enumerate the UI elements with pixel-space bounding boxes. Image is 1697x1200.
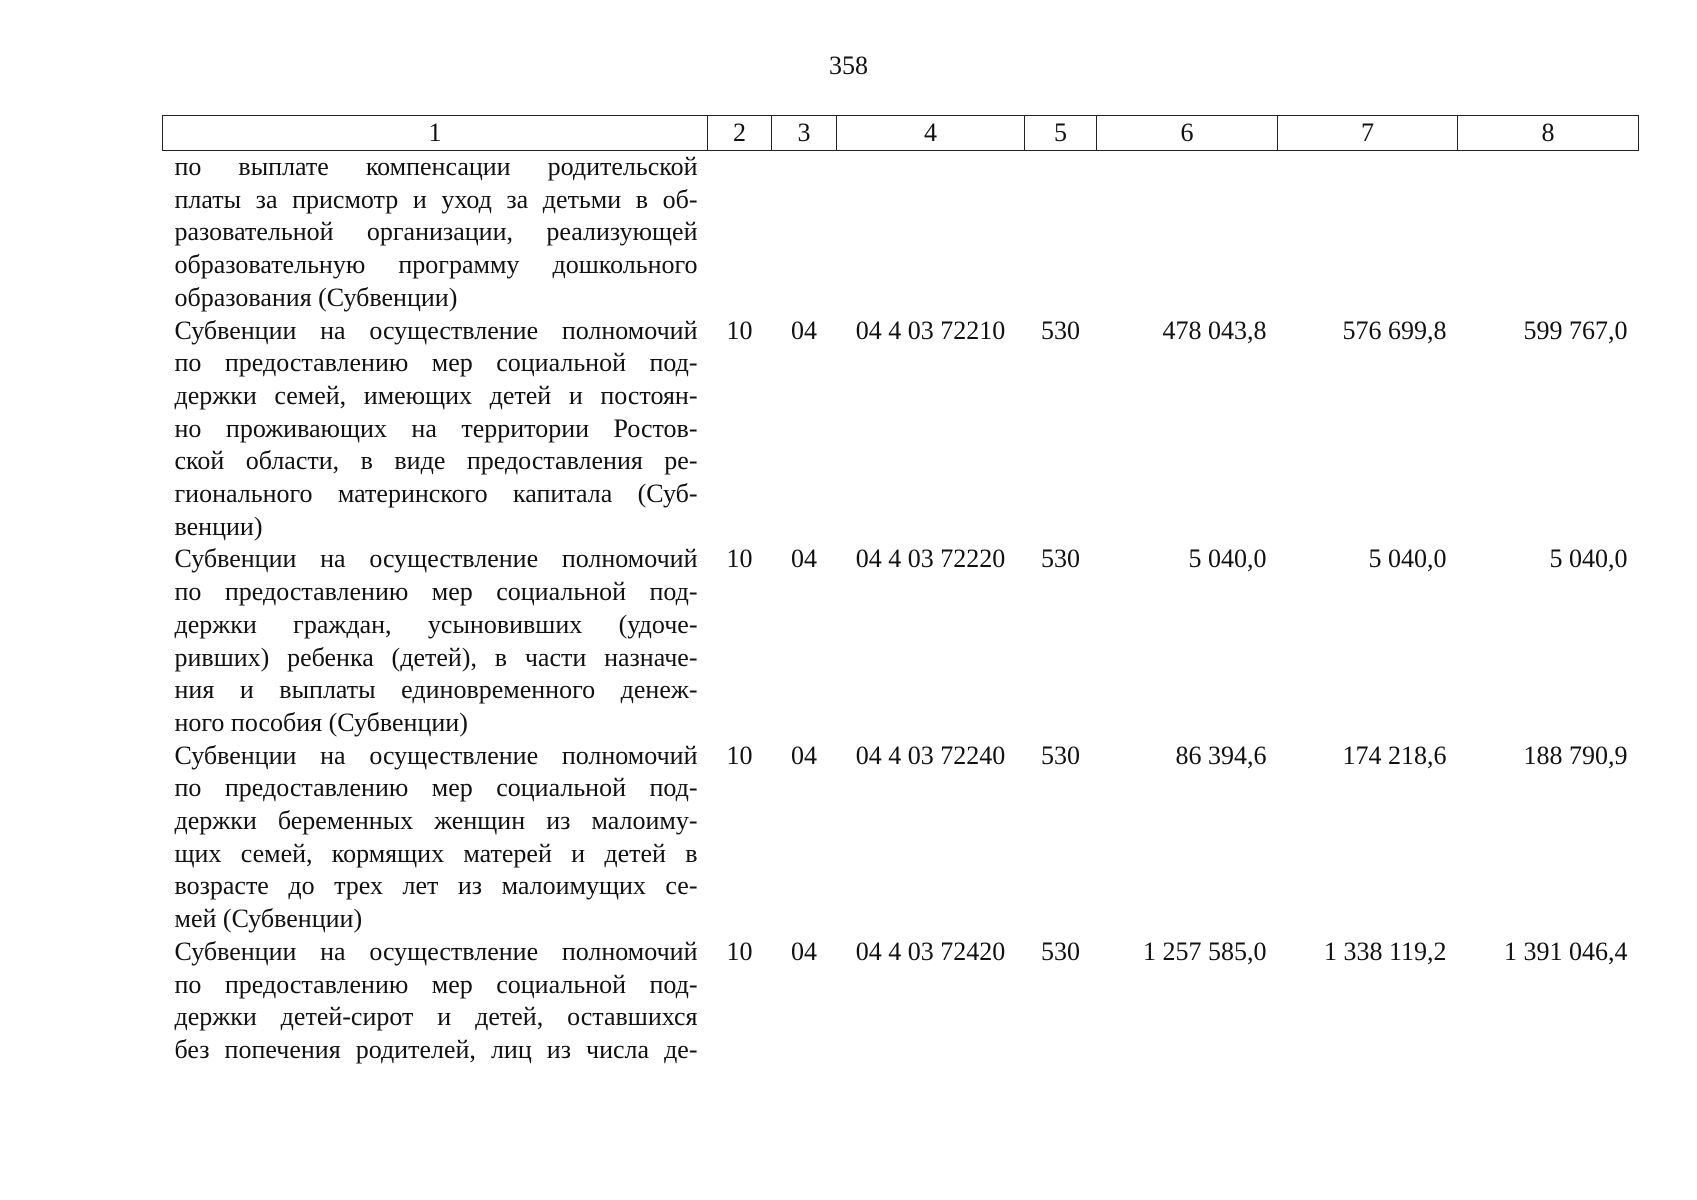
description-line: держки беременных женщин из малоиму- xyxy=(174,806,698,836)
subsection-code: 04 xyxy=(791,544,817,574)
description-line: Субвенции на осуществление полномочий xyxy=(174,936,698,966)
amount-col-6: 1 257 585,0 xyxy=(1143,936,1267,966)
amount-col-8: 5 040,0 xyxy=(1549,544,1628,574)
description-line: держки детей-сирот и детей, оставшихся xyxy=(174,1002,698,1032)
description-line: Субвенции на осуществление полномочий xyxy=(174,315,698,345)
column-header: 8 xyxy=(1458,116,1639,151)
column-header: 6 xyxy=(1097,116,1278,151)
row-description xyxy=(163,151,708,315)
expense-type-code xyxy=(1025,151,1097,315)
page-number: 358 xyxy=(829,51,868,80)
description-line: ного пособия (Субвенции) xyxy=(174,707,468,737)
column-header: 4 xyxy=(837,116,1025,151)
target-article-code: 04 4 03 72420 xyxy=(855,936,1006,966)
subsection-code: 04 xyxy=(791,315,817,345)
amount-col-7: 576 699,8 xyxy=(1342,315,1447,345)
description-line: держки граждан, усыновивших (удоче- xyxy=(174,609,698,639)
description-line: венции) xyxy=(174,511,263,541)
description-line: разовательной организации, реализующей xyxy=(174,217,698,247)
section-code: 10 xyxy=(726,315,753,345)
description-line: без попечения родителей, лиц из числа де- xyxy=(174,1034,698,1064)
table-row xyxy=(163,936,1639,1067)
target-article-code: 04 4 03 72220 xyxy=(855,544,1006,574)
description-line: платы за присмотр и уход за детьми в об- xyxy=(174,184,698,214)
table-row xyxy=(163,543,1639,739)
description-line: гионального материнского капитала (Суб- xyxy=(174,479,698,509)
subsection-code: 04 xyxy=(791,936,817,966)
description-line: держки семей, имеющих детей и постоян- xyxy=(174,380,698,410)
section-code xyxy=(708,151,772,315)
row-description xyxy=(163,543,708,739)
description-line: ской области, в виде предоставления ре- xyxy=(174,446,698,476)
header-row xyxy=(163,116,1639,151)
table-row xyxy=(163,740,1639,936)
target-article-code: 04 4 03 72240 xyxy=(855,740,1006,770)
description-line: по выплате компенсации родительской xyxy=(174,152,698,181)
section-code: 10 xyxy=(726,740,753,770)
amount-col-8: 188 790,9 xyxy=(1523,740,1628,770)
expense-type-code: 530 xyxy=(1041,740,1080,770)
description-line: щих семей, кормящих матерей и детей в xyxy=(174,838,698,868)
description-line: Субвенции на осуществление полномочий xyxy=(174,740,698,770)
amount-col-8: 1 391 046,4 xyxy=(1504,936,1628,966)
description-line: возрасте до трех лет из малоимущих се- xyxy=(174,871,698,901)
expense-type-code: 530 xyxy=(1041,544,1080,574)
column-header: 5 xyxy=(1025,116,1097,151)
row-description xyxy=(163,740,708,936)
expense-type-code: 530 xyxy=(1041,315,1080,345)
description-line: по предоставлению мер социальной под- xyxy=(174,969,698,999)
amount-col-6 xyxy=(1097,151,1278,315)
column-header: 1 xyxy=(163,116,708,151)
description-line: Субвенции на осуществление полномочий xyxy=(174,544,698,574)
amount-col-8 xyxy=(1458,151,1639,315)
target-article-code: 04 4 03 72210 xyxy=(855,315,1006,345)
description-line: образовательную программу дошкольного xyxy=(174,250,698,280)
description-line: по предоставлению мер социальной под- xyxy=(174,348,698,378)
description-line: мей (Субвенции) xyxy=(174,904,363,934)
amount-col-7: 174 218,6 xyxy=(1342,740,1447,770)
amount-col-8: 599 767,0 xyxy=(1523,315,1628,345)
table-row xyxy=(163,315,1639,544)
column-header: 2 xyxy=(708,116,772,151)
amount-col-6: 86 394,6 xyxy=(1175,740,1267,770)
amount-col-6: 5 040,0 xyxy=(1188,544,1267,574)
amount-col-7: 5 040,0 xyxy=(1368,544,1447,574)
expense-type-code: 530 xyxy=(1041,936,1080,966)
description-line: по предоставлению мер социальной под- xyxy=(174,773,698,803)
amount-col-7: 1 338 119,2 xyxy=(1323,936,1447,966)
subsection-code xyxy=(772,151,837,315)
amount-col-7 xyxy=(1278,151,1458,315)
column-header: 7 xyxy=(1278,116,1458,151)
section-code: 10 xyxy=(726,936,753,966)
description-line: ния и выплаты единовременного денеж- xyxy=(174,675,698,705)
description-line: образования (Субвенции) xyxy=(174,282,458,312)
row-description xyxy=(163,315,708,544)
row-description xyxy=(163,936,708,1067)
description-line: по предоставлению мер социальной под- xyxy=(174,577,698,607)
subsection-code: 04 xyxy=(791,740,817,770)
description-line: ривших) ребенка (детей), в части назначе- xyxy=(174,642,698,672)
column-header: 3 xyxy=(772,116,837,151)
section-code: 10 xyxy=(726,544,753,574)
table-row xyxy=(163,151,1639,315)
amount-col-6: 478 043,8 xyxy=(1162,315,1267,345)
budget-table xyxy=(162,115,1639,1067)
description-line: но проживающих на территории Ростов- xyxy=(174,413,698,443)
target-article-code xyxy=(837,151,1025,315)
